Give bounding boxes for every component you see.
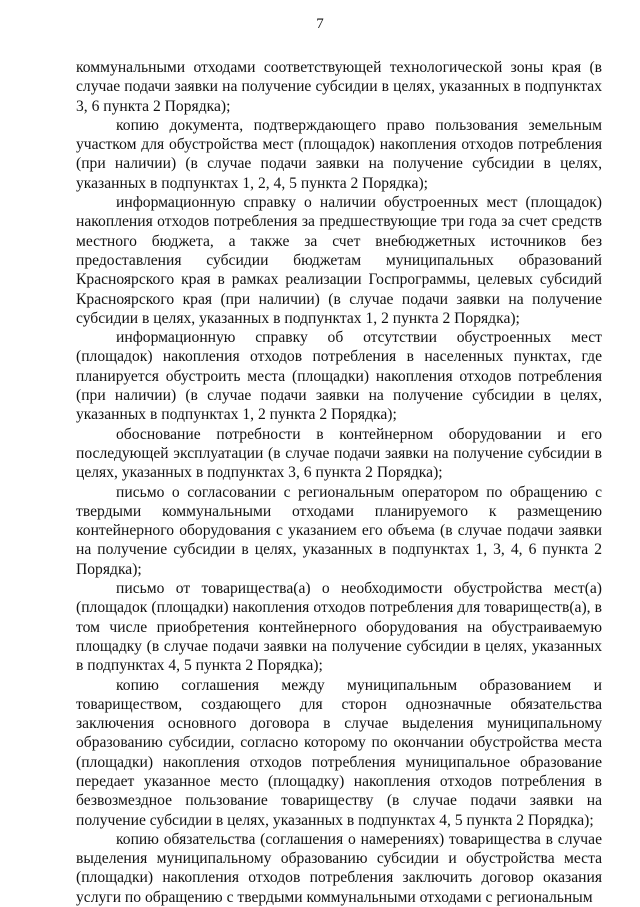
document-body: [76, 58, 602, 907]
paragraph-obligation-copy: копию обязательства (соглашения о намерениях) товарищества в случае выделения муниципальному образованию субсидии и обустройства места (площадки) накопления отходов потребления заключить договор оказания услуги по обращению с твердыми коммунальными отходами с региональным: [76, 830, 602, 906]
paragraph-container-justification: обоснование потребности в контейнерном оборудовании и его последующей эксплуатации (в случае подачи заявки на получение субсидии в целях, указанных в подпунктах 3, 6 пункта 2 Порядка);: [76, 425, 602, 482]
paragraph-continuation: коммунальными отходами соответствующей технологической зоны края (в случае подачи заявки на получение субсидии в целях, указанных в подпунктах 3, 6 пункта 2 Порядка);: [76, 59, 602, 115]
paragraph-operator-approval-letter: письмо о согласовании с региональным оператором по обращению с твердыми коммунальными отходами планируемого к размещению контейнерного оборудования с указанием его объема (в случае подачи заявки на получение субсидии в целях, указанных в подпунктах 1, 3, 4, 6 пункта 2 Порядка);: [76, 483, 602, 578]
paragraph-partnership-letter: письмо от товарищества(а) о необходимости обустройства мест(а) (площадок (площадки) накопления отходов потребления для товариществ(а), в том числе приобретения контейнерного оборудования на обустраиваемую площадку (в случае подачи заявки на получение субсидии в целях, указанных в подпунктах 4, 5 пункта 2 Порядка);: [76, 580, 602, 675]
paragraph-existing-sites-reference: информационную справку о наличии обустроенных мест (площадок) накопления отходов потребления за предшествующие три года за счет средств местного бюджета, а также за счет внебюджетных источников без предоставления субсидии бюджетам муниципальных образований Красноярского края в рамках реализации Госпрограммы, целевых субсидий Красноярского края (при наличии) (в случае подачи заявки на получение субсидии в целях, указанных в подпунктах 1, 2 пункта 2 Порядка);: [76, 194, 602, 327]
paragraph-agreement-copy: копию соглашения между муниципальным образованием и товариществом, создающего для сторон однозначные обязательства заключения основного договора в случае выделения муниципальному образованию субсидии, согласно которому по окончании обустройства места (площадки) накопления отходов потребления муниципальное образование передает указанное место (площадку) накопления отходов потребления в безвозмездное пользование товариществу (в случае подачи заявки на получение субсидии в целях, указанных в подпунктах 4, 5 пункта 2 Порядка);: [76, 676, 602, 829]
page-number: 7: [316, 16, 324, 32]
paragraph-absent-sites-reference: информационную справку об отсутствии обустроенных мест (площадок) накопления отходов потребления в населенных пунктах, где планируется обустроить места (площадки) накопления отходов потребления (при наличии) (в случае подачи заявки на получение субсидии в целях, указанных в подпунктах 1, 2 пункта 2 Порядка);: [76, 329, 602, 424]
paragraph-land-use-document: копию документа, подтверждающего право пользования земельным участком для обустройства мест (площадок) накопления отходов потребления (при наличии) (в случае подачи заявки на получение субсидии в целях, указанных в подпунктах 1, 2, 4, 5 пункта 2 Порядка);: [76, 116, 602, 192]
